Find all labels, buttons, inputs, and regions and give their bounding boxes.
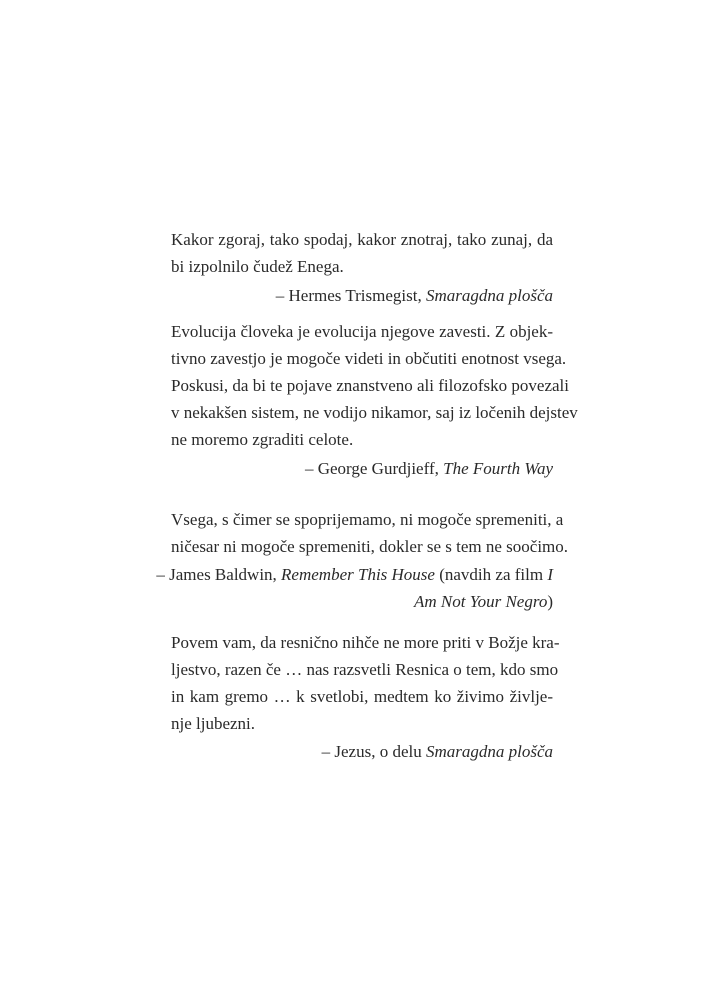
attribution-note: (navdih za film — [434, 565, 548, 584]
quote-line: Kakor zgoraj, tako spodaj, kakor znotraj, tako zunaj, da — [171, 230, 553, 249]
quote-attribution — [276, 285, 553, 307]
quote-line: Poskusi, da bi te pojave znanstveno ali filozofsko povezali — [171, 376, 569, 395]
quote-attribution-continued — [414, 591, 553, 613]
attribution-author: – James Baldwin, — [156, 565, 282, 584]
quote-line: ne moremo zgraditi celote. — [171, 430, 354, 449]
attribution-author: – George Gurdjieff, — [304, 459, 444, 478]
quote-line: Vsega, s čimer se spoprijemamo, ni mogoče spremeniti, a — [171, 510, 564, 529]
attribution-work: The Fourth Way — [443, 459, 553, 478]
quote-line: Povem vam, da resnično nihče ne more priti v Božje kra- — [171, 633, 560, 652]
attribution-work: Smaragdna plošča — [425, 286, 553, 305]
quote-line: ničesar ni mogoče spremeniti, dokler se s tem ne soočimo. — [171, 537, 569, 556]
quote-attribution — [322, 741, 553, 763]
attribution-film-title: I — [547, 565, 553, 584]
attribution-work: Smaragdna plošča — [425, 742, 553, 761]
quote-attribution — [305, 458, 553, 480]
quote-line: in kam gremo … k svetlobi, medtem ko živimo življe- — [171, 687, 553, 706]
quote-line: v nekakšen sistem, ne vodijo nikamor, saj iz ločenih dejstev — [171, 403, 578, 422]
attribution-film-title: Am Not Your Negro — [413, 592, 548, 611]
quote-attribution — [156, 564, 553, 586]
attribution-author: – Hermes Trismegist, — [275, 286, 426, 305]
quote-line: ljestvo, razen če … nas razsvetli Resnica o tem, kdo smo — [171, 660, 559, 679]
quote-line: tivno zavestjo je mogoče videti in občutiti enotnost vsega. — [171, 349, 567, 368]
attribution-author: – Jezus, o delu — [321, 742, 426, 761]
quote-line: bi izpolnilo čudež Enega. — [171, 257, 344, 276]
quote-line: Evolucija človeka je evolucija njegove zavesti. Z objek- — [171, 322, 553, 341]
quote-line: nje ljubezni. — [171, 714, 256, 733]
attribution-work: Remember This House — [281, 565, 435, 584]
attribution-note: ) — [547, 592, 553, 611]
